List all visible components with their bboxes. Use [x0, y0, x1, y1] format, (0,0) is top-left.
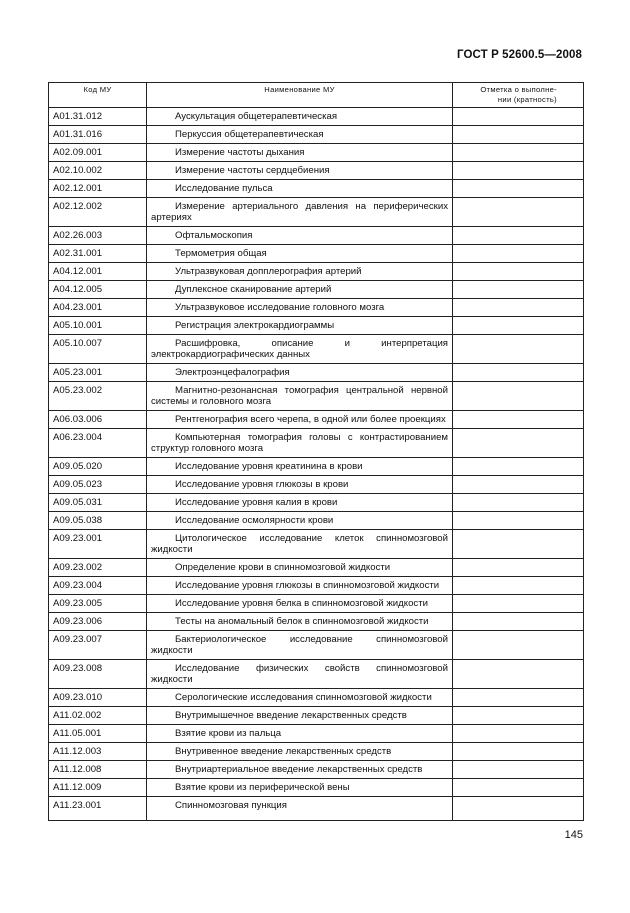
table-row — [49, 779, 584, 797]
service-name: Ультразвуковое исследование головного мозга — [147, 299, 453, 317]
completion-mark-cell[interactable] — [453, 707, 584, 725]
service-name: Исследование пульса — [147, 180, 453, 198]
table-row — [49, 595, 584, 613]
completion-mark-cell[interactable] — [453, 725, 584, 743]
table-row — [49, 761, 584, 779]
table-row — [49, 299, 584, 317]
service-code: A09.05.020 — [49, 458, 147, 476]
table-body — [49, 108, 584, 821]
service-name: Серологические исследования спинномозговой жидкости — [147, 689, 453, 707]
table-row — [49, 227, 584, 245]
service-code: A11.23.001 — [49, 797, 147, 821]
service-name: Исследование осмолярности крови — [147, 512, 453, 530]
completion-mark-cell[interactable] — [453, 458, 584, 476]
table-row — [49, 411, 584, 429]
completion-mark-cell[interactable] — [453, 299, 584, 317]
service-name: Дуплексное сканирование артерий — [147, 281, 453, 299]
column-header-code: Код МУ — [49, 83, 147, 108]
table-row — [49, 335, 584, 364]
service-name: Исследование уровня глюкозы в крови — [147, 476, 453, 494]
table-row — [49, 263, 584, 281]
completion-mark-cell[interactable] — [453, 595, 584, 613]
service-name: Измерение артериального давления на периферических артериях — [147, 198, 453, 227]
service-name: Тесты на аномальный белок в спинномозговой жидкости — [147, 613, 453, 631]
service-name: Ультразвуковая допплерография артерий — [147, 263, 453, 281]
service-code: A09.05.031 — [49, 494, 147, 512]
table-row — [49, 108, 584, 126]
completion-mark-cell[interactable] — [453, 429, 584, 458]
service-name: Регистрация электрокардиограммы — [147, 317, 453, 335]
service-code: A01.31.012 — [49, 108, 147, 126]
service-code: A05.23.002 — [49, 382, 147, 411]
page-number: 145 — [564, 829, 583, 841]
service-name: Магнитно-резонансная томография центральной нервной системы и головного мозга — [147, 382, 453, 411]
service-name: Взятие крови из пальца — [147, 725, 453, 743]
table-row — [49, 180, 584, 198]
table-row — [49, 631, 584, 660]
table-row — [49, 364, 584, 382]
service-code: A02.26.003 — [49, 227, 147, 245]
service-code: A05.10.001 — [49, 317, 147, 335]
table-row — [49, 382, 584, 411]
completion-mark-cell[interactable] — [453, 411, 584, 429]
service-name: Термометрия общая — [147, 245, 453, 263]
service-name: Внутривенное введение лекарственных средств — [147, 743, 453, 761]
service-name: Определение крови в спинномозговой жидкости — [147, 559, 453, 577]
service-code: A06.03.006 — [49, 411, 147, 429]
completion-mark-cell[interactable] — [453, 660, 584, 689]
service-name: Спинномозговая пункция — [147, 797, 453, 821]
service-name: Измерение частоты дыхания — [147, 144, 453, 162]
service-name: Электроэнцефалография — [147, 364, 453, 382]
column-header-mark-text: Отметка о выполне- нии (кратность) — [480, 85, 557, 104]
service-code: A09.23.001 — [49, 530, 147, 559]
service-code: A11.12.003 — [49, 743, 147, 761]
service-code: A09.23.004 — [49, 577, 147, 595]
service-code: A11.05.001 — [49, 725, 147, 743]
completion-mark-cell[interactable] — [453, 631, 584, 660]
service-name: Расшифровка, описание и интерпретация электрокардиографических данных — [147, 335, 453, 364]
completion-mark-cell[interactable] — [453, 797, 584, 821]
table-row — [49, 725, 584, 743]
table-row — [49, 707, 584, 725]
completion-mark-cell[interactable] — [453, 245, 584, 263]
service-code: A02.10.002 — [49, 162, 147, 180]
completion-mark-cell[interactable] — [453, 144, 584, 162]
table-row — [49, 144, 584, 162]
completion-mark-cell[interactable] — [453, 364, 584, 382]
table-row — [49, 281, 584, 299]
completion-mark-cell[interactable] — [453, 689, 584, 707]
completion-mark-cell[interactable] — [453, 476, 584, 494]
table-row — [49, 512, 584, 530]
service-code: A04.12.001 — [49, 263, 147, 281]
service-code: A06.23.004 — [49, 429, 147, 458]
completion-mark-cell[interactable] — [453, 512, 584, 530]
service-name: Исследование физических свойств спинномозговой жидкости — [147, 660, 453, 689]
service-code: A02.12.002 — [49, 198, 147, 227]
service-code: A09.23.007 — [49, 631, 147, 660]
completion-mark-cell[interactable] — [453, 382, 584, 411]
service-name: Перкуссия общетерапевтическая — [147, 126, 453, 144]
completion-mark-cell[interactable] — [453, 494, 584, 512]
completion-mark-cell[interactable] — [453, 743, 584, 761]
completion-mark-cell[interactable] — [453, 162, 584, 180]
completion-mark-cell[interactable] — [453, 198, 584, 227]
service-code: A04.12.005 — [49, 281, 147, 299]
completion-mark-cell[interactable] — [453, 263, 584, 281]
table-row — [49, 494, 584, 512]
completion-mark-cell[interactable] — [453, 613, 584, 631]
completion-mark-cell[interactable] — [453, 335, 584, 364]
column-header-name: Наименование МУ — [147, 83, 453, 108]
service-name: Исследование уровня креатинина в крови — [147, 458, 453, 476]
service-name: Внутримышечное введение лекарственных средств — [147, 707, 453, 725]
document-code: ГОСТ Р 52600.5—2008 — [457, 49, 582, 61]
service-code: A02.12.001 — [49, 180, 147, 198]
service-name: Офтальмоскопия — [147, 227, 453, 245]
completion-mark-cell[interactable] — [453, 317, 584, 335]
service-name: Взятие крови из периферической вены — [147, 779, 453, 797]
completion-mark-cell[interactable] — [453, 227, 584, 245]
table-row — [49, 743, 584, 761]
service-code: A09.23.005 — [49, 595, 147, 613]
service-name: Внутриартериальное введение лекарственных средств — [147, 761, 453, 779]
completion-mark-cell[interactable] — [453, 530, 584, 559]
completion-mark-cell[interactable] — [453, 126, 584, 144]
table-row — [49, 577, 584, 595]
service-name: Измерение частоты сердцебиения — [147, 162, 453, 180]
service-code: A09.05.023 — [49, 476, 147, 494]
completion-mark-cell[interactable] — [453, 281, 584, 299]
table-row — [49, 660, 584, 689]
service-code: A09.05.038 — [49, 512, 147, 530]
table-row — [49, 245, 584, 263]
table-row — [49, 162, 584, 180]
service-name: Исследование уровня белка в спинномозговой жидкости — [147, 595, 453, 613]
completion-mark-cell[interactable] — [453, 779, 584, 797]
completion-mark-cell[interactable] — [453, 761, 584, 779]
service-code: A05.23.001 — [49, 364, 147, 382]
completion-mark-cell[interactable] — [453, 559, 584, 577]
service-code: A05.10.007 — [49, 335, 147, 364]
table-row — [49, 458, 584, 476]
service-code: A11.12.008 — [49, 761, 147, 779]
table-row — [49, 689, 584, 707]
service-name: Исследование уровня калия в крови — [147, 494, 453, 512]
completion-mark-cell[interactable] — [453, 180, 584, 198]
service-code: A11.02.002 — [49, 707, 147, 725]
service-code: A09.23.002 — [49, 559, 147, 577]
service-code: A09.23.006 — [49, 613, 147, 631]
service-code: A04.23.001 — [49, 299, 147, 317]
service-code: A01.31.016 — [49, 126, 147, 144]
service-name: Цитологическое исследование клеток спинномозговой жидкости — [147, 530, 453, 559]
table-row — [49, 126, 584, 144]
service-code: A02.31.001 — [49, 245, 147, 263]
service-name: Компьютерная томография головы с контрастированием структур головного мозга — [147, 429, 453, 458]
table-row — [49, 530, 584, 559]
table-row — [49, 797, 584, 821]
service-name: Бактериологическое исследование спинномозговой жидкости — [147, 631, 453, 660]
service-name: Рентгенография всего черепа, в одной или более проекциях — [147, 411, 453, 429]
service-name: Аускультация общетерапевтическая — [147, 108, 453, 126]
medical-services-table — [48, 82, 584, 821]
table-row — [49, 317, 584, 335]
service-code: A09.23.008 — [49, 660, 147, 689]
table-header-row — [49, 83, 584, 108]
service-code: A11.12.009 — [49, 779, 147, 797]
service-name: Исследование уровня глюкозы в спинномозговой жидкости — [147, 577, 453, 595]
table-row — [49, 613, 584, 631]
table-row — [49, 559, 584, 577]
completion-mark-cell[interactable] — [453, 577, 584, 595]
column-header-mark — [453, 83, 584, 108]
service-code: A02.09.001 — [49, 144, 147, 162]
table-row — [49, 198, 584, 227]
table-row — [49, 429, 584, 458]
table-row — [49, 476, 584, 494]
completion-mark-cell[interactable] — [453, 108, 584, 126]
service-code: A09.23.010 — [49, 689, 147, 707]
